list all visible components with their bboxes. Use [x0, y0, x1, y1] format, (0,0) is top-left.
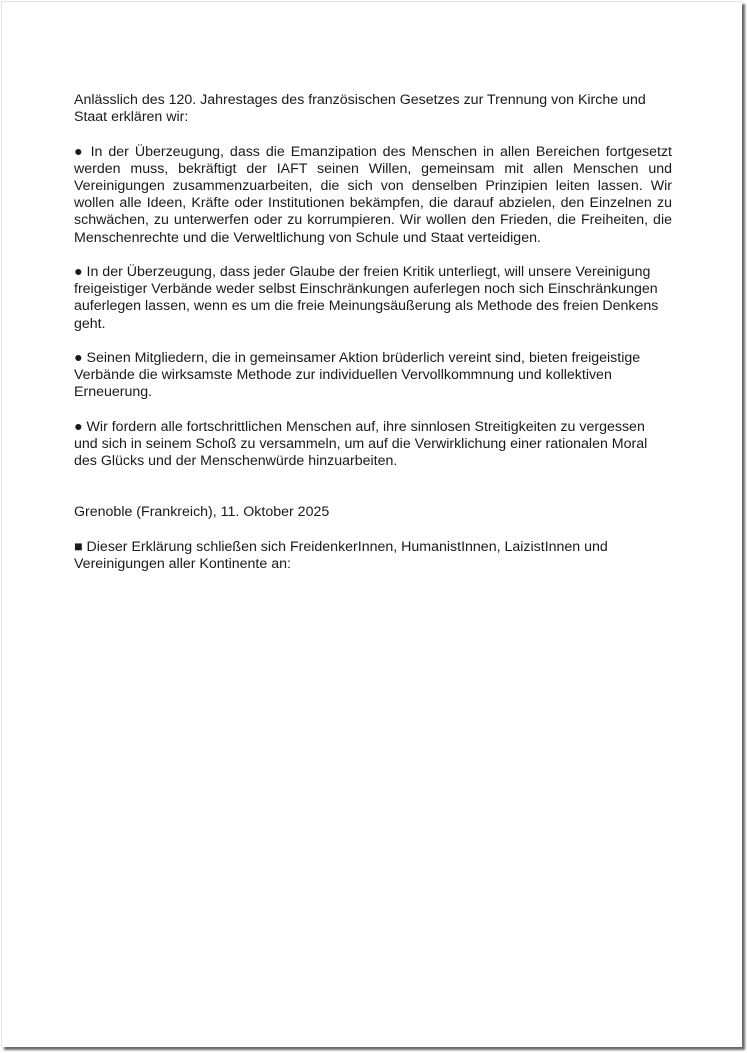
point-paragraph-2	[74, 264, 672, 333]
place-date	[74, 504, 672, 521]
document-body	[74, 92, 672, 590]
point-paragraph-3	[74, 350, 672, 402]
square-bullet-icon: ■	[74, 538, 83, 555]
bullet-icon: ●	[74, 264, 83, 280]
bullet-icon: ●	[74, 350, 83, 366]
place-date-text: Grenoble (Frankreich), 11. Oktober 2025	[74, 504, 330, 521]
closing-text: Dieser Erklärung schließen sich FreidenkerInnen, HumanistInnen, LaizistInnen und Vereinigungen aller Kontinente an:	[74, 538, 608, 572]
point-text: Seinen Mitgliedern, die in gemeinsamer Aktion brüderlich vereint sind, bieten freigeistige Verbände die wirksamste Methode zur individuellen Vervollkommnung und kollektiven Erneuerung.	[74, 350, 641, 401]
closing-paragraph	[74, 539, 672, 573]
bullet-icon: ●	[74, 143, 85, 160]
intro-paragraph	[74, 92, 672, 126]
point-text: In der Überzeugung, dass jeder Glaube der freien Kritik unterliegt, will unsere Vereinigung freigeistiger Verbände weder selbst Einschränkungen auferlegen noch sich Einschränkungen auferlegen lassen, wenn es um die freie Meinungsäußerung als Methode des freien Denkens geht.	[74, 264, 659, 332]
intro-text: Anlässlich des 120. Jahrestages des französischen Gesetzes zur Trennung von Kirche und Staat erklären wir:	[74, 92, 646, 126]
point-text: Wir fordern alle fortschrittlichen Menschen auf, ihre sinnlosen Streitigkeiten zu vergessen und sich in seinem Schoß zu versammeln, um auf die Verwirklichung einer rationalen Moral des Glücks und der Menschenwürde hinzuarbeiten.	[74, 418, 648, 470]
point-paragraph-4	[74, 419, 672, 471]
point-paragraph-1	[74, 144, 672, 247]
bullet-icon: ●	[74, 418, 83, 435]
point-text: In der Überzeugung, dass die Emanzipation des Menschen in allen Bereichen fortgesetzt werden muss, bekräftigt der IAFT seinen Willen, gemeinsam mit allen Menschen und Vereinigungen zusammenzuarbeiten, die sich von denselben Prinzipien leiten lassen. Wir wollen alle Ideen, Kräfte oder Institutionen bekämpfen, die darauf abzielen, den Einzelnen zu schwächen, zu unterwerfen oder zu korrumpieren. Wir wollen den Frieden, die Freiheiten, die Menschenrechte und die Verweltlichung von Schule und Staat verteidigen.	[74, 143, 672, 246]
document-page	[1, 1, 742, 1047]
